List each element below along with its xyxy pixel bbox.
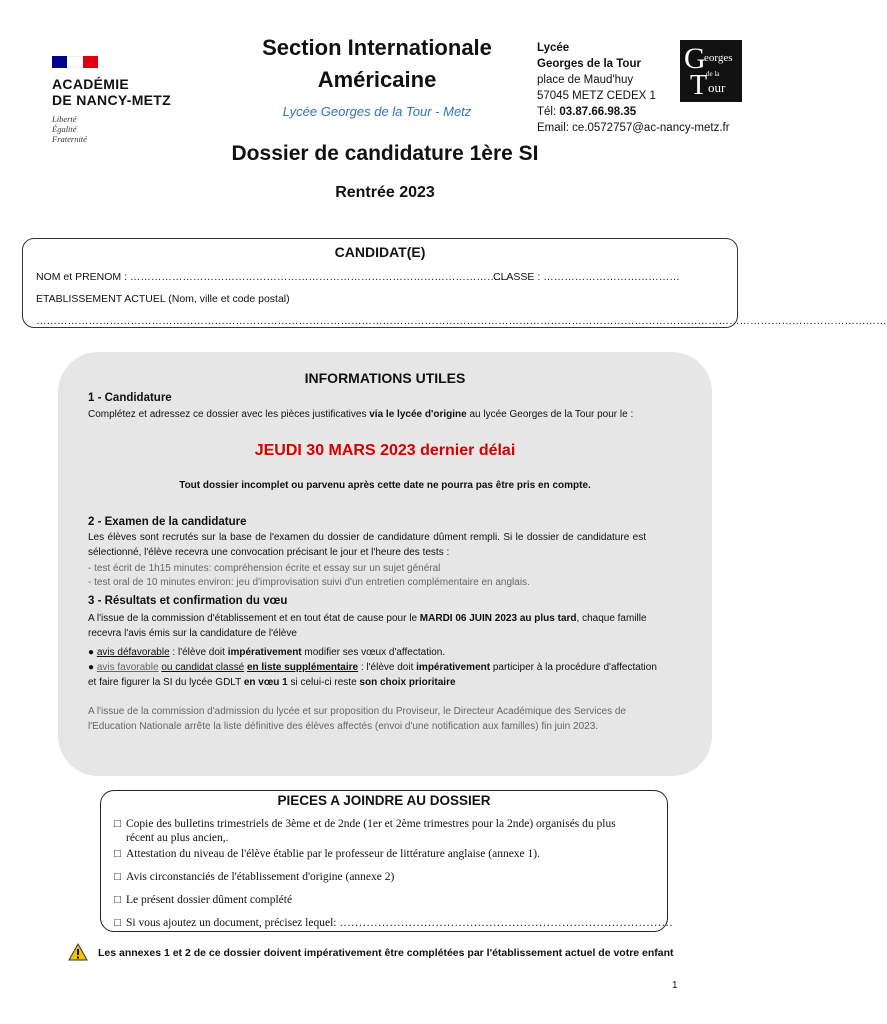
academie-logo-text: ACADÉMIE DE NANCY-METZ [52, 76, 172, 108]
piece-bulletins: Copie des bulletins trimestriels de 3ème et de 2nde (1er et 2ème trimestres pour la 2nde) organisés du plus récent au plus ancien,. [126, 818, 616, 844]
piece-avis: Avis circonstanciés de l'établissement d'origine (annexe 2) [126, 871, 395, 883]
page-number: 1 [672, 980, 678, 991]
warning-icon [68, 943, 88, 961]
bullet-avis-defavorable: ● avis défavorable : l'élève doit impérativement modifier ses vœux d'affectation. [88, 647, 446, 658]
section-3-heading: 3 - Résultats et confirmation du vœu [88, 595, 288, 607]
section-1-text: Complétez et adressez ce dossier avec les pièces justificatives via le lycée d'origine au lycée Georges de la Tour pour le : [88, 409, 634, 420]
piece-autre-document[interactable]: Si vous ajoutez un document, précisez lequel: …………………………………………………………………………… [126, 917, 673, 929]
section-1-heading: 1 - Candidature [88, 392, 172, 404]
lycee-emblem-logo: G eorges de la T our [680, 40, 742, 102]
republique-flag-logo [52, 56, 98, 68]
republic-motto: Liberté Égalité Fraternité [52, 114, 87, 144]
test-written: - test écrit de 1h15 minutes: compréhension écrite et essay sur un sujet général [88, 563, 441, 574]
lycee-contact-block: Lycée Georges de la Tour place de Maud'huy 57045 METZ CEDEX 1 Tél: 03.87.66.98.35 Email: ce.0572757@ac-nancy-metz.fr [537, 42, 730, 134]
etablissement-field[interactable]: ……………………………………………………………………………………………………………………………………………………………………………………………………………………… [36, 315, 887, 327]
checkbox-avis[interactable]: □ [114, 871, 121, 883]
pieces-box [100, 790, 673, 932]
section-title: Section Internationale Américaine [262, 35, 492, 92]
section-2-text: Les élèves sont recrutés sur la base de l'examen du dossier de candidature dûment rempli. Si le dossier de candidature est sélectionné, l'élève recevra une convocation précisant le jour et l'heure des tests : [88, 532, 646, 558]
deadline-date: JEUDI 30 MARS 2023 dernier délai [254, 442, 516, 459]
checkbox-bulletins[interactable]: □ [114, 818, 121, 830]
checkbox-attestation[interactable]: □ [114, 848, 121, 860]
candidat-title: CANDIDAT(E) [334, 244, 426, 260]
dossier-title: Dossier de candidature 1ère SI [231, 142, 539, 165]
lycee-subtitle: Lycée Georges de la Tour - Metz [282, 104, 472, 119]
rentree-year: Rentrée 2023 [335, 184, 435, 201]
incomplete-notice: Tout dossier incomplet ou parvenu après cette date ne pourra pas être pris en compte. [179, 480, 591, 491]
bullet-avis-favorable: ● avis favorable ou candidat classé en liste supplémentaire : l'élève doit impérativement participer à la procédure d'affectation et faire figurer la SI du lycée GDLT en vœu 1 si celui-ci reste son choix prioritaire [88, 662, 657, 688]
nom-prenom-field[interactable]: NOM et PRENOM : ……………………………………………………………………………………………… [36, 271, 508, 283]
classe-field[interactable]: CLASSE : ………………………………… [493, 271, 680, 283]
piece-attestation: Attestation du niveau de l'élève établie par le professeur de littérature anglaise (annexe 1). [126, 848, 540, 860]
section-3-final-note: A l'issue de la commission d'admission du lycée et sur proposition du Proviseur, le Directeur Académique des Services de l'Education Nationale arrête la liste définitive des élèves affectés (envoi d'une notification aux familles) fin juin 2023. [88, 706, 626, 732]
piece-dossier: Le présent dossier dûment complété [126, 894, 293, 906]
section-2-heading: 2 - Examen de la candidature [88, 516, 247, 528]
etablissement-label: ETABLISSEMENT ACTUEL (Nom, ville et code postal) [36, 293, 290, 305]
section-3-text: A l'issue de la commission d'établissement et en tout état de cause pour le MARDI 06 JUIN 2023 au plus tard, chaque famille recevra l'avis émis sur la candidature de l'élève [88, 613, 647, 639]
informations-utiles-title: INFORMATIONS UTILES [304, 370, 466, 386]
annexes-warning: Les annexes 1 et 2 de ce dossier doivent impérativement être complétées par l'établissement actuel de votre enfant [98, 947, 674, 959]
checkbox-autre[interactable]: □ [114, 917, 121, 929]
checkbox-dossier[interactable]: □ [114, 894, 121, 906]
test-oral: - test oral de 10 minutes environ: jeu d'improvisation suivi d'un entretien complémentaire en anglais. [88, 577, 530, 588]
pieces-title: PIECES A JOINDRE AU DOSSIER [277, 793, 491, 808]
